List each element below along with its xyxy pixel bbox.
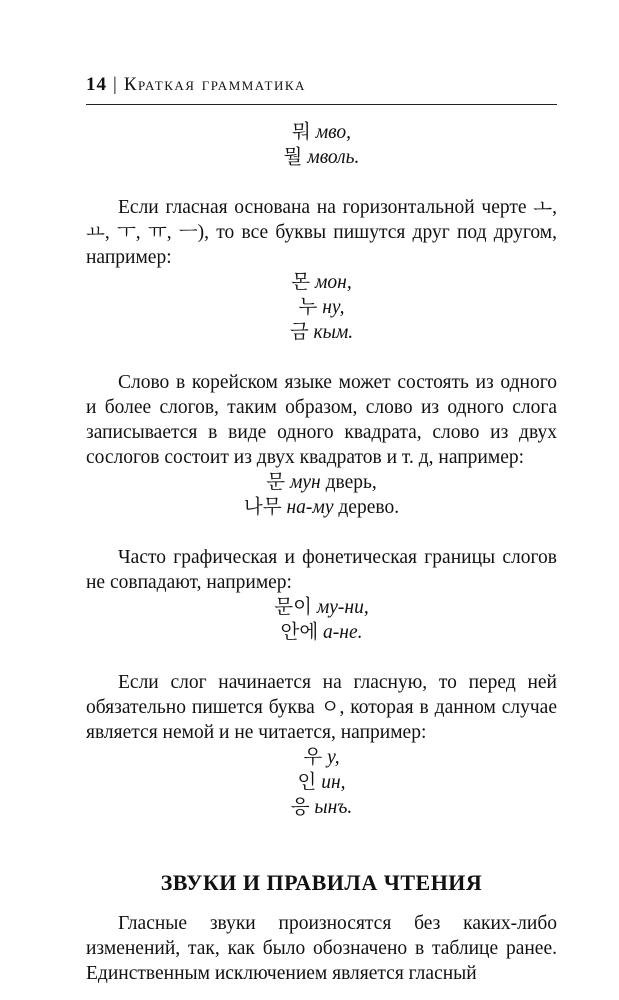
korean-word: 나무 xyxy=(243,497,282,518)
transliteration: мун xyxy=(289,472,321,493)
transliteration: на-му xyxy=(286,497,334,518)
korean-word: 뭘 xyxy=(283,147,303,168)
korean-word: 몬 xyxy=(291,272,311,293)
page-body xyxy=(86,120,557,986)
korean-word: 누 xyxy=(298,297,318,318)
transliteration: мон, xyxy=(314,272,352,293)
transliteration: мволь. xyxy=(307,147,360,168)
spacer xyxy=(86,645,557,670)
example-line xyxy=(86,270,557,295)
korean-word: 금 xyxy=(289,322,309,343)
korean-word: 우 xyxy=(303,747,323,768)
running-header xyxy=(86,74,556,96)
paragraph: Если слог начинается на гласную, то перед ней обязательно пишется буква ㅇ, которая в данном случае является немой и не читается, например: xyxy=(86,672,557,743)
transliteration: кым. xyxy=(313,322,354,343)
transliteration: а-не. xyxy=(323,622,363,643)
paragraph: Часто графическая и фонетическая границы слогов не совпадают, например: xyxy=(86,547,557,593)
translation: дерево. xyxy=(338,497,400,518)
example-line xyxy=(86,595,557,620)
example-line xyxy=(86,120,557,145)
transliteration: мво, xyxy=(315,122,351,143)
transliteration: му-ни, xyxy=(316,597,369,618)
example-line xyxy=(86,620,557,645)
page-number: 14 xyxy=(86,74,107,95)
paragraph: Если гласная основана на горизонтальной черте ㅗ, ㅛ, ㅜ, ㅠ, ㅡ), то все буквы пишутся друг под другом, например: xyxy=(86,197,557,268)
example-line xyxy=(86,320,557,345)
example-line xyxy=(86,495,557,520)
example-line xyxy=(86,145,557,170)
running-title: Краткая грамматика xyxy=(123,74,306,95)
transliteration: у, xyxy=(327,747,340,768)
translation: дверь, xyxy=(325,472,377,493)
spacer xyxy=(86,845,557,870)
spacer xyxy=(86,345,557,370)
paragraph: Гласные звуки произносятся без каких-либо изменений, так, как было обозначено в таблице ранее. Единственным исключением является гласный xyxy=(86,913,557,984)
header-separator: | xyxy=(113,74,118,95)
korean-word: 응 xyxy=(290,797,310,818)
korean-word: 뭐 xyxy=(292,122,311,143)
paragraph: Слово в корейском языке может состоять из одного и более слогов, таким образом, слово из одного слога записывается в виде одного квадрата, слово из двух сослогов состоит из двух квадратов и т. д, например: xyxy=(86,372,557,468)
spacer xyxy=(86,520,557,545)
transliteration: ынъ. xyxy=(314,797,353,818)
section-heading: ЗВУКИ И ПРАВИЛА ЧТЕНИЯ xyxy=(160,870,483,895)
example-line xyxy=(86,295,557,320)
transliteration: ну, xyxy=(322,297,345,318)
transliteration: ин, xyxy=(321,772,346,793)
example-line xyxy=(86,795,557,820)
example-line xyxy=(86,470,557,495)
spacer xyxy=(86,820,557,845)
korean-word: 인 xyxy=(297,772,317,793)
example-line xyxy=(86,770,557,795)
example-line xyxy=(86,745,557,770)
spacer xyxy=(86,895,557,911)
korean-word: 안에 xyxy=(280,622,319,643)
korean-word: 문 xyxy=(266,472,286,493)
korean-word: 문이 xyxy=(274,597,312,618)
spacer xyxy=(86,170,557,195)
header-rule xyxy=(86,104,557,105)
